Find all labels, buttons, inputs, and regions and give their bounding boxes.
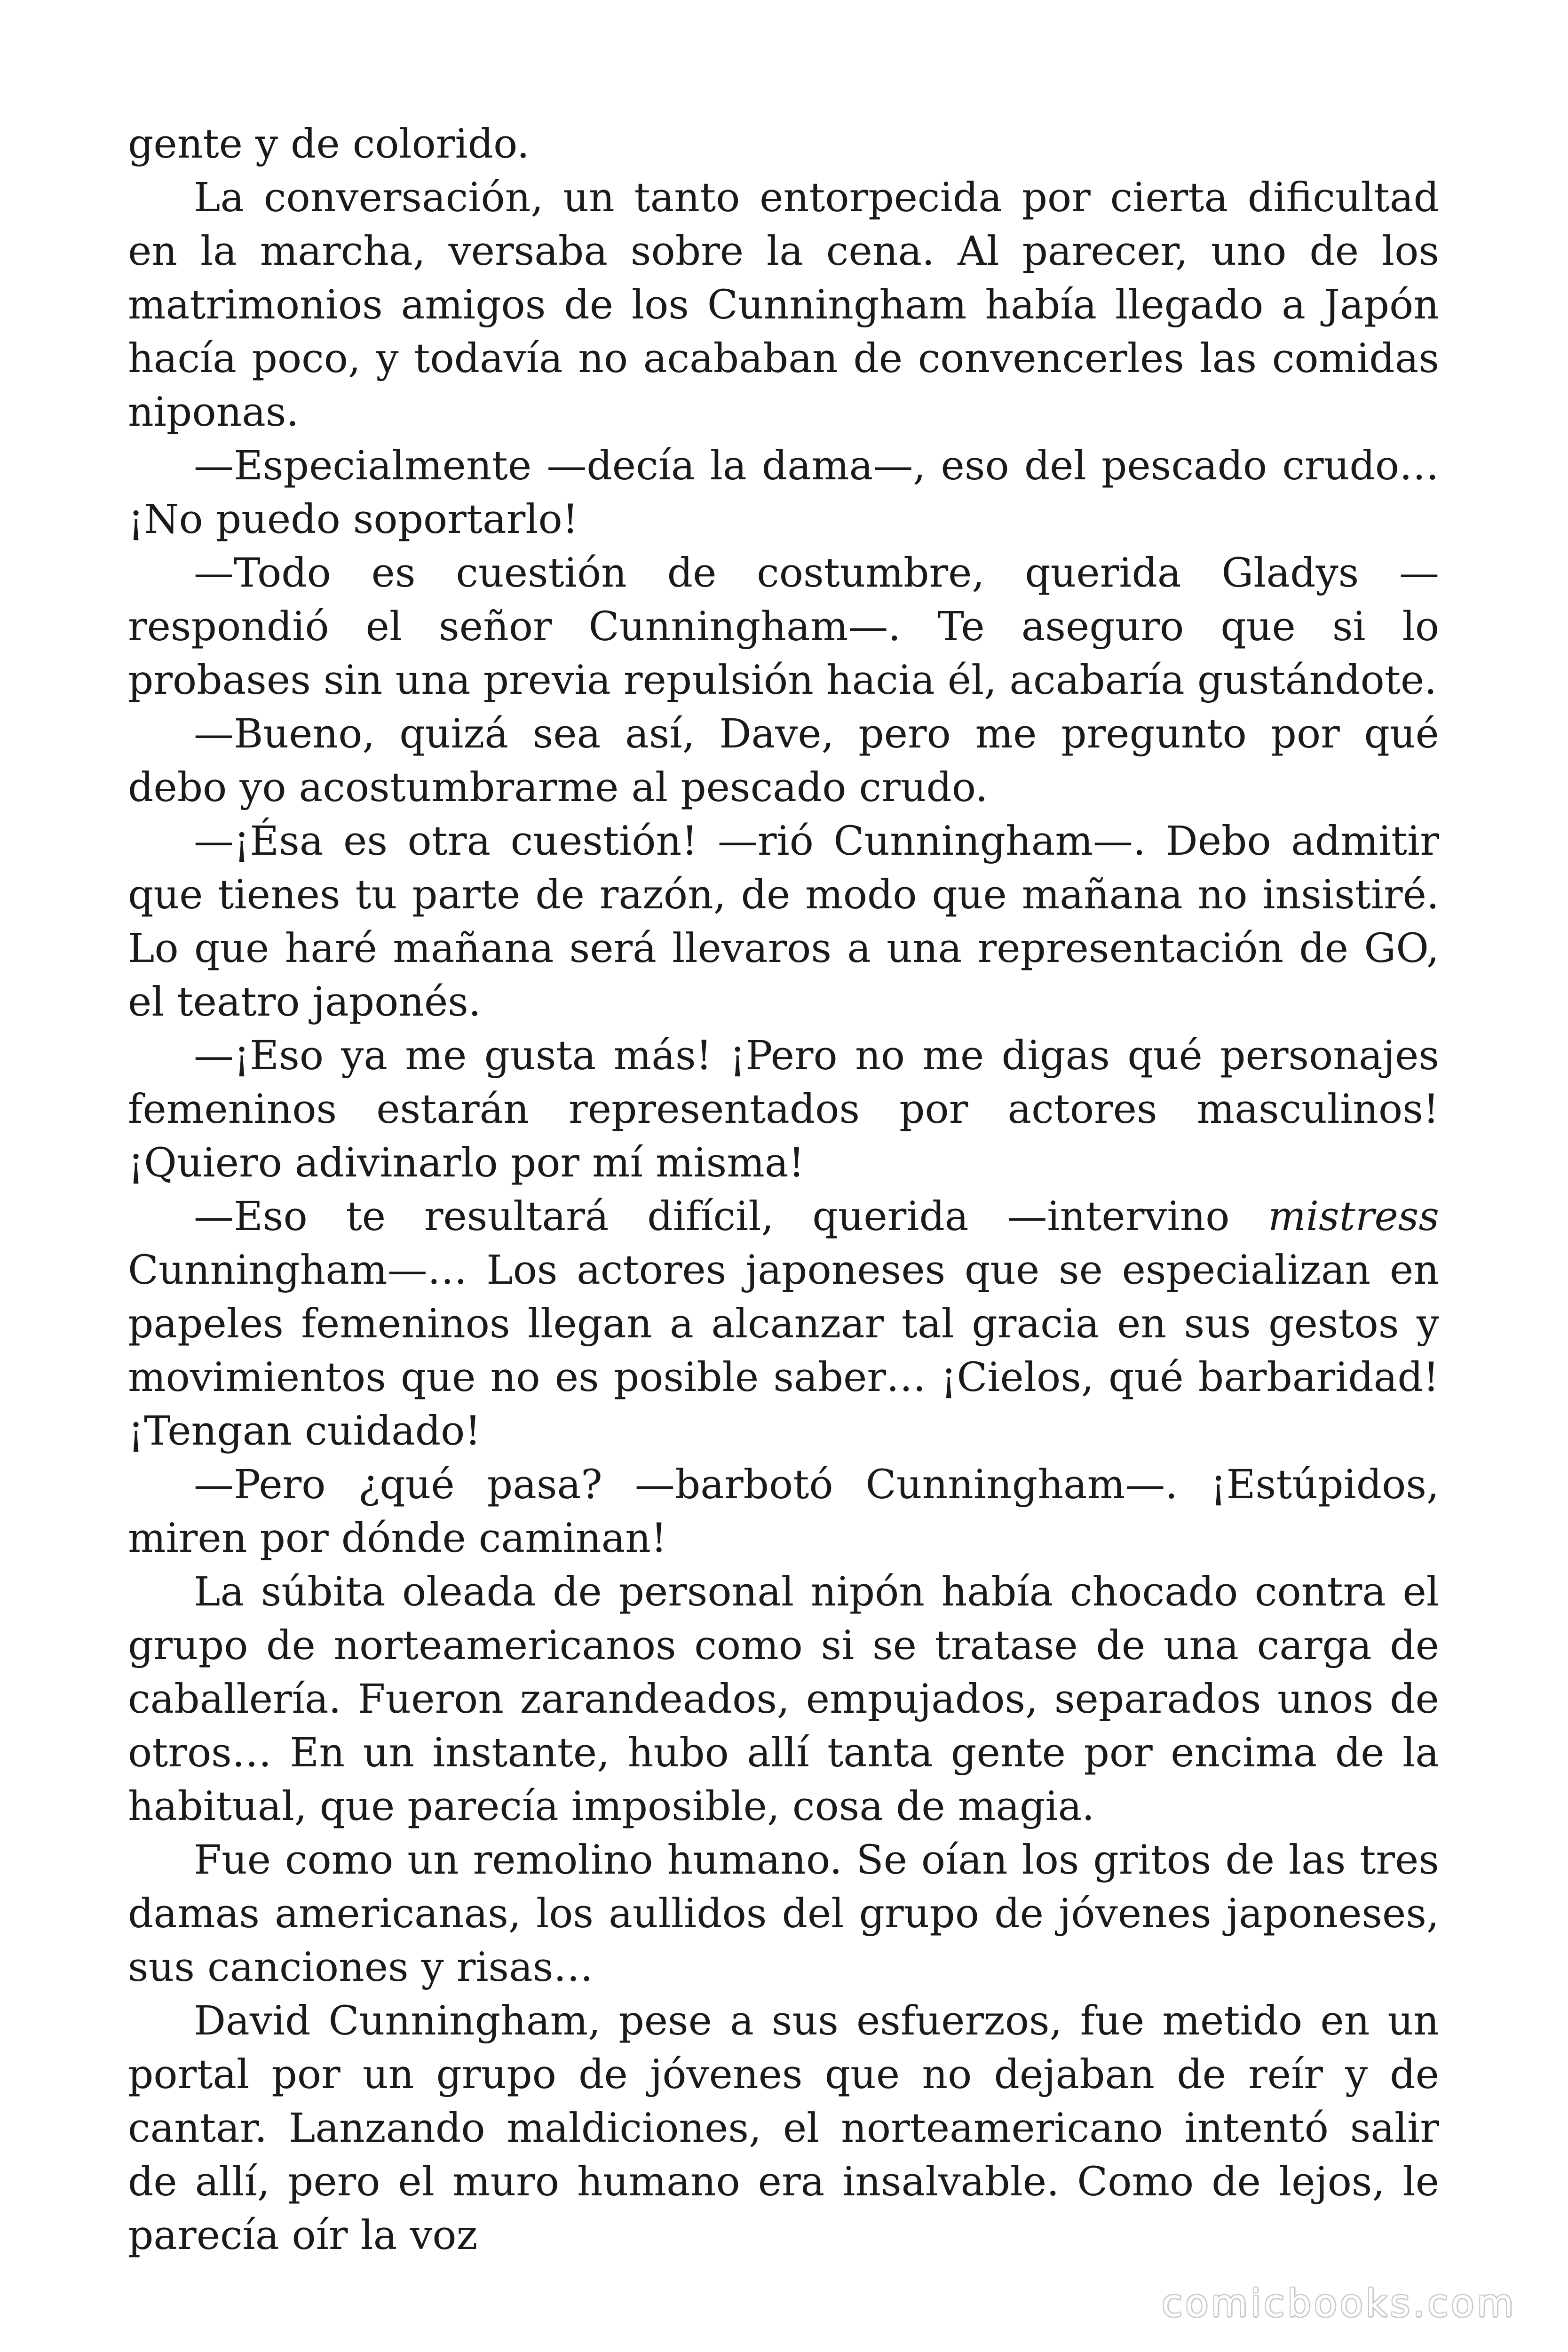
paragraph: —Todo es cuestión de costumbre, querida Gladys —respondió el señor Cunningham—. Te aseguro que si lo probases sin una previa repulsión hacia él, acabaría gustándote.: [128, 550, 1439, 704]
italic-term: mistress: [1268, 1193, 1439, 1240]
paragraph: —¡Ésa es otra cuestión! —rió Cunningham—. Debo admitir que tienes tu parte de razón, de modo que mañana no insistiré. Lo que haré mañana será llevaros a una representación de GO, el teatro japonés.: [128, 818, 1439, 1025]
paragraph: Fue como un remolino humano. Se oían los gritos de las tres damas americanas, los aullidos del grupo de jóvenes japoneses, sus canciones y risas…: [128, 1837, 1439, 1991]
paragraph: La súbita oleada de personal nipón había chocado contra el grupo de norteamericanos como si se tratase de una carga de caballería. Fueron zarandeados, empujados, separados unos de otros… En un instante, hubo allí tanta gente por encima de la habitual, que parecía imposible, cosa de magia.: [128, 1569, 1439, 1830]
body-text: [128, 118, 1439, 2263]
watermark: comicbooks.com: [1161, 2281, 1516, 2325]
paragraph: —Especialmente —decía la dama—, eso del pescado crudo… ¡No puedo soportarlo!: [128, 443, 1439, 543]
paragraph: La conversación, un tanto entorpecida por cierta dificultad en la marcha, versaba sobre la cena. Al parecer, uno de los matrimonios amigos de los Cunningham había llegado a Japón hacía poco, y todavía no acababan de convencerles las comidas niponas.: [128, 175, 1439, 436]
paragraph-text: Cunningham—… Los actores japoneses que se especializan en papeles femeninos llegan a alcanzar tal gracia en sus gestos y movimientos que no es posible saber… ¡Cielos, qué barbaridad! ¡Tengan cuidado!: [128, 1247, 1439, 1454]
paragraph: —Pero ¿qué pasa? —barbotó Cunningham—. ¡Estúpidos, miren por dónde caminan!: [128, 1462, 1439, 1562]
paragraph-with-italic: [128, 1190, 1439, 1458]
paragraph: —Bueno, quizá sea así, Dave, pero me pregunto por qué debo yo acostumbrarme al pescado crudo.: [128, 711, 1439, 811]
paragraph: David Cunningham, pese a sus esfuerzos, fue metido en un portal por un grupo de jóvenes que no dejaban de reír y de cantar. Lanzando maldiciones, el norteamericano intentó salir de allí, pero el muro humano era insalvable. Como de lejos, le parecía oír la voz: [128, 1998, 1439, 2259]
paragraph-text: —Eso te resultará difícil, querida —intervino: [194, 1193, 1268, 1240]
paragraph: —¡Eso ya me gusta más! ¡Pero no me digas qué personajes femeninos estarán representados por actores masculinos! ¡Quiero adivinarlo por mí misma!: [128, 1033, 1439, 1186]
paragraph-continuation: gente y de colorido.: [128, 121, 530, 167]
